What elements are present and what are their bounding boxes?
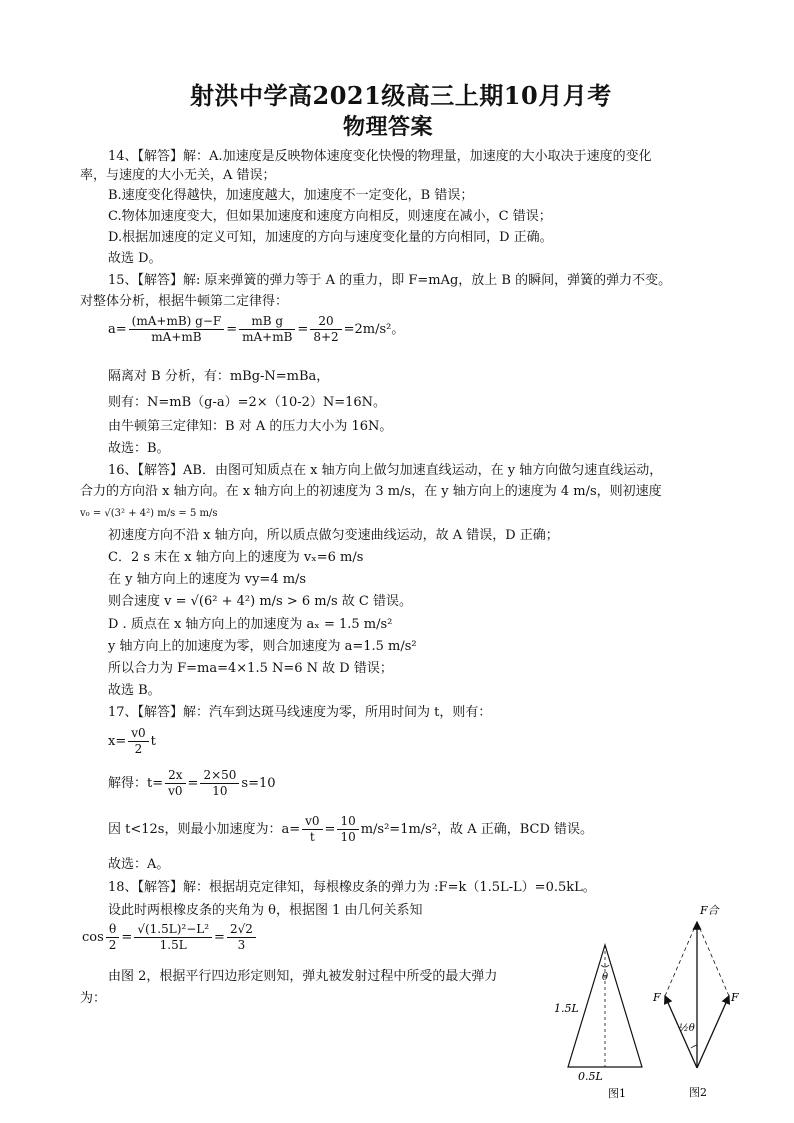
half-angle-label: ½θ <box>679 1023 695 1034</box>
figure-2-forces <box>645 898 750 1103</box>
fraction: $\frac{2\times 50}{10}$ <box>200 768 239 799</box>
q14-line2: 率，与速度的大小无关，A 错误； <box>80 168 276 183</box>
q16-line2: 合力的方向沿 x 轴方向。在 x 轴方向上的初速度为 3 m/s，在 y 轴方向上的速度为 4 m/s，则初速度 <box>80 484 662 499</box>
q15-line4: 隔离对 B 分析，有：mBg-N=mBa， <box>108 369 330 384</box>
half-angle-arc <box>691 1045 697 1048</box>
fraction: $\frac{v0}{2}$ <box>128 726 148 757</box>
q15-formula: a= $\frac{(mA+mB) g-F}{mA+mB}$ = $\frac{\text{mB g}}{mA+mB}$ = $\frac{20}{8+2}$ =2m/s²。 <box>108 314 405 344</box>
q17-line5: 故选：A。 <box>108 857 170 872</box>
q17-formula-a: 因 t<12s，则最小加速度为：a= $\frac{v0}{t}$ = $\frac{10}{10}$ m/s²=1m/s²，故 A 正确，BCD 错误。 <box>108 814 594 844</box>
q16-line9: y 轴方向上的加速度为零，则合加速度为 a=1.5 m/s² <box>108 639 417 654</box>
figure-2-caption: 图2 <box>689 1086 707 1099</box>
fraction: $\frac{(mA+mB) g-F}{mA+mB}$ <box>129 314 225 345</box>
q18-formula-cos: cos $\frac{\theta}{2}$ = $\frac{\text{√(1.5L)²−L²}}{1.5L}$ = $\frac{2√2}{3}$ <box>82 922 258 953</box>
force-right-label: F <box>731 991 739 1004</box>
q15-line2: 对整体分析，根据牛顿第二定律得： <box>80 294 289 309</box>
q18-line5: 为： <box>80 991 107 1006</box>
dashed-left <box>665 922 697 996</box>
fraction: $\frac{2x}{v0}$ <box>165 768 185 799</box>
force-left-label: F <box>653 991 661 1004</box>
q16-line10: 所以合力为 F=ma=4×1.5 N=6 N 故 D 错误； <box>108 661 393 676</box>
q18-line4: 由图 2，根据平行四边形定则知，弹丸被发射过程中所受的最大弹力 <box>108 969 498 984</box>
fraction: $\frac{10}{10}$ <box>337 814 358 845</box>
q16-line7: 则合速度 v = √(6² + 4²) m/s > 6 m/s 故 C 错误。 <box>108 594 412 609</box>
fraction: $\frac{\text{mB g}}{mA+mB}$ <box>239 314 295 345</box>
q16-line8: D . 质点在 x 轴方向上的加速度为 aₓ = 1.5 m/s² <box>108 617 393 632</box>
page-title: 射洪中学高2021级高三上期10月月考 <box>190 81 612 110</box>
fraction: $\frac{\theta}{2}$ <box>106 922 120 953</box>
q16-line6: 在 y 轴方向上的速度为 vy=4 m/s <box>108 572 307 587</box>
q14-line1: 14、【解答】解：A.加速度是反映物体速度变化快慢的物理量，加速度的大小取决于速度的变化 <box>108 149 652 164</box>
q17-formula-x: x= $\frac{v0}{2}$ t <box>108 726 156 756</box>
base-label: 0.5L <box>578 1070 603 1083</box>
fraction: $\frac{20}{8+2}$ <box>310 314 341 345</box>
q15-line1: 15、【解答】解: 原来弹簧的弹力等于 A 的重力，即 F=mAg，放上 B 的瞬间，弹簧的弹力不变。 <box>108 273 672 288</box>
figure-1-triangle <box>550 935 660 1105</box>
q15-line7: 故选：B。 <box>108 441 170 456</box>
q18-line2: 设此时两根橡皮条的夹角为 θ，根据图 1 由几何关系知 <box>108 903 423 918</box>
q16-line5: C．2 s 末在 x 轴方向上的速度为 vₓ=6 m/s <box>108 550 364 565</box>
fraction: $\frac{v0}{t}$ <box>302 814 322 845</box>
resultant-label: F合 <box>700 904 719 917</box>
force-right-arrow <box>697 996 729 1068</box>
q16-line4: 初速度方向不沿 x 轴方向，所以质点做匀变速曲线运动，故 A 错误，D 正确； <box>108 528 559 543</box>
q17-line1: 17、【解答】解：汽车到达斑马线速度为零，所用时间为 t，则有： <box>108 705 492 720</box>
q16-line3: v₀ = √(3² + 4²) m/s = 5 m/s <box>80 508 218 519</box>
q14-line4: C.物体加速度变大，但如果加速度和速度方向相反，则速度在减小，C 错误； <box>108 209 552 224</box>
page-subtitle: 物理答案 <box>343 114 434 140</box>
fraction: $\frac{\text{√(1.5L)²−L²}}{1.5L}$ <box>134 922 212 953</box>
dashed-right <box>697 922 729 996</box>
side-label: 1.5L <box>554 1002 579 1015</box>
q14-line6: 故选 D。 <box>108 251 162 266</box>
fraction: $\frac{2√2}{3}$ <box>227 922 256 953</box>
figure-1-caption: 图1 <box>608 1087 626 1100</box>
q14-line5: D.根据加速度的定义可知，加速度的方向与速度变化量的方向相同，D 正确。 <box>108 230 553 245</box>
q14-line3: B.速度变化得越快，加速度越大，加速度不一定变化，B 错误； <box>108 188 474 203</box>
q15-line5: 则有：N=mB（g-a）=2×（10-2）N=16N。 <box>108 395 387 410</box>
angle-theta-label: θ <box>602 972 609 983</box>
q15-line6: 由牛顿第三定律知：B 对 A 的压力大小为 16N。 <box>108 419 393 434</box>
q17-formula-t: 解得：t= $\frac{2x}{v0}$ = $\frac{2\times 50}{10}$ s=10 <box>108 768 276 798</box>
q16-line11: 故选 B。 <box>108 683 161 698</box>
q18-line1: 18、【解答】解：根据胡克定律知，每根橡皮条的弹力为 :F=k（1.5L-L）=0.5kL。 <box>108 880 596 895</box>
q16-line1: 16、【解答】AB．由图可知质点在 x 轴方向上做匀加速直线运动，在 y 轴方向做匀速直线运动， <box>108 463 663 478</box>
